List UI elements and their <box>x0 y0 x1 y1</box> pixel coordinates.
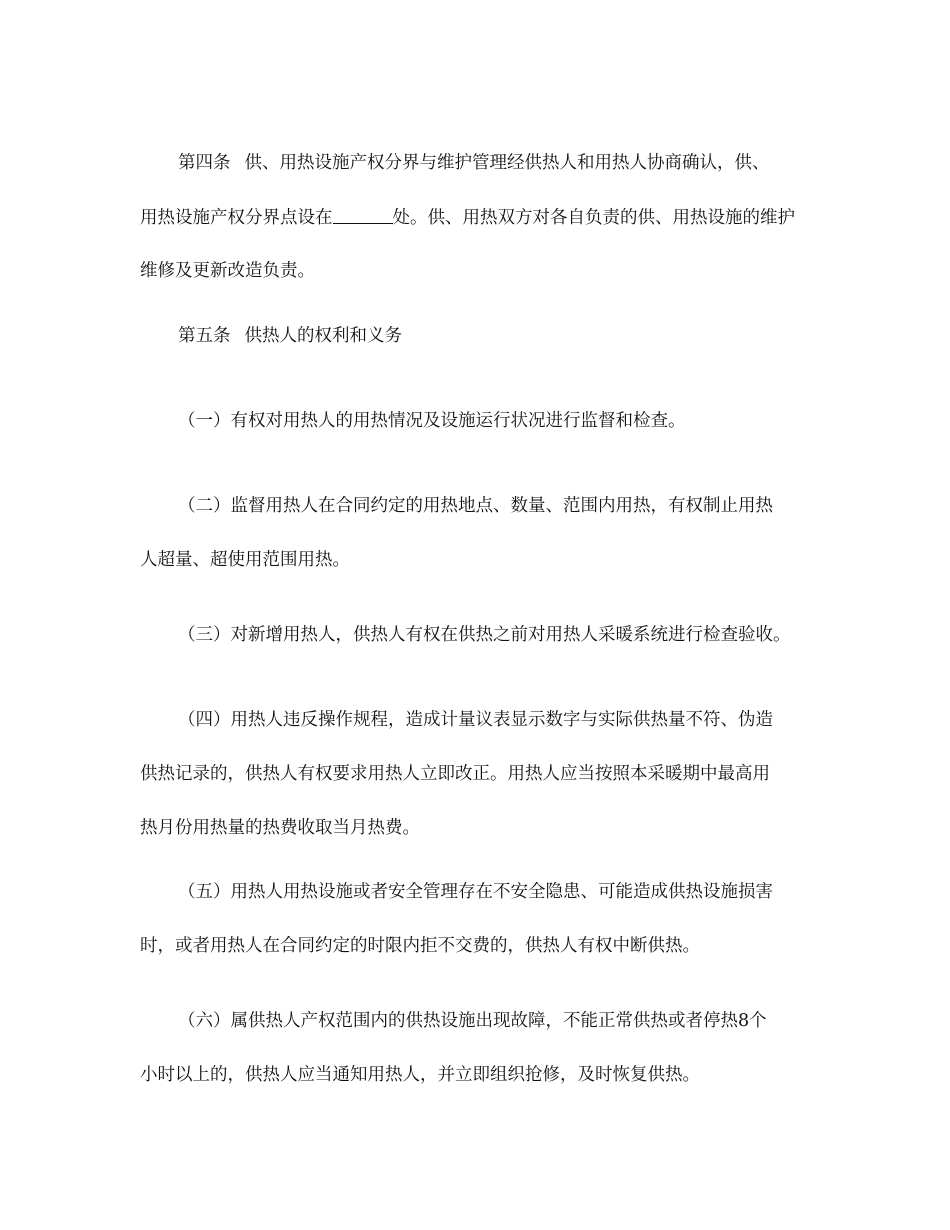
item-3-line-1: （三）对新增用热人，供热人有权在供热之前对用热人采暖系统进行检查验收。 <box>178 625 791 645</box>
article-4-paragraph <box>140 155 830 281</box>
article-4-text-2b: 处。供、用热双方对各自负责的供、用热设施的维护 <box>392 208 795 228</box>
item-6-line-1: （六）属供热人产权范围内的供热设施出现故障，不能正常供热或者停热8个 <box>178 1011 767 1031</box>
article-5-number: 第五条 <box>178 326 231 346</box>
item-2-line-1: （二）监督用热人在合同约定的用热地点、数量、范围内用热，有权制止用热 <box>178 496 773 516</box>
article-4-number: 第四条 <box>178 153 231 173</box>
item-4-line-3: 热月份用热量的热费收取当月热费。 <box>140 818 420 838</box>
item-4-line-1: （四）用热人违反操作规程，造成计量议表显示数字与实际供热量不符、伪造 <box>178 710 773 730</box>
article-5-heading <box>140 328 830 346</box>
article-4-line-2 <box>140 209 830 227</box>
item-4-paragraph <box>140 712 830 838</box>
item-5-line-1: （五）用热人用热设施或者安全管理存在不安全隐患、可能造成供热设施损害 <box>178 882 773 902</box>
item-1-line-1: （一）有权对用热人的用热情况及设施运行状况进行监督和检查。 <box>178 411 686 431</box>
item-3-paragraph <box>140 627 830 645</box>
item-5-line-2: 时，或者用热人在合同约定的时限内拒不交费的，供热人有权中断供热。 <box>140 936 700 956</box>
item-6-line-2: 小时以上的，供热人应当通知用热人，并立即组织抢修，及时恢复供热。 <box>140 1065 700 1085</box>
article-5-title: 供热人的权利和义务 <box>244 326 402 346</box>
article-4-text-2a: 用热设施产权分界点设在 <box>140 208 333 228</box>
item-2-line-2: 人超量、超使用范围用热。 <box>140 550 350 570</box>
item-4-line-2: 供热记录的，供热人有权要求用热人立即改正。用热人应当按照本采暖期中最高用 <box>140 764 770 784</box>
item-1-paragraph <box>140 413 830 431</box>
item-5-paragraph <box>140 884 830 956</box>
fill-in-blank <box>333 209 393 224</box>
article-5-line <box>140 328 830 346</box>
article-4-line-1 <box>140 155 830 173</box>
article-4-line-3: 维修及更新改造负责。 <box>140 261 315 281</box>
item-6-paragraph <box>140 1013 830 1085</box>
item-2-paragraph <box>140 498 830 570</box>
article-4-text-1: 供、用热设施产权分界与维护管理经供热人和用热人协商确认，供、 <box>244 153 770 173</box>
